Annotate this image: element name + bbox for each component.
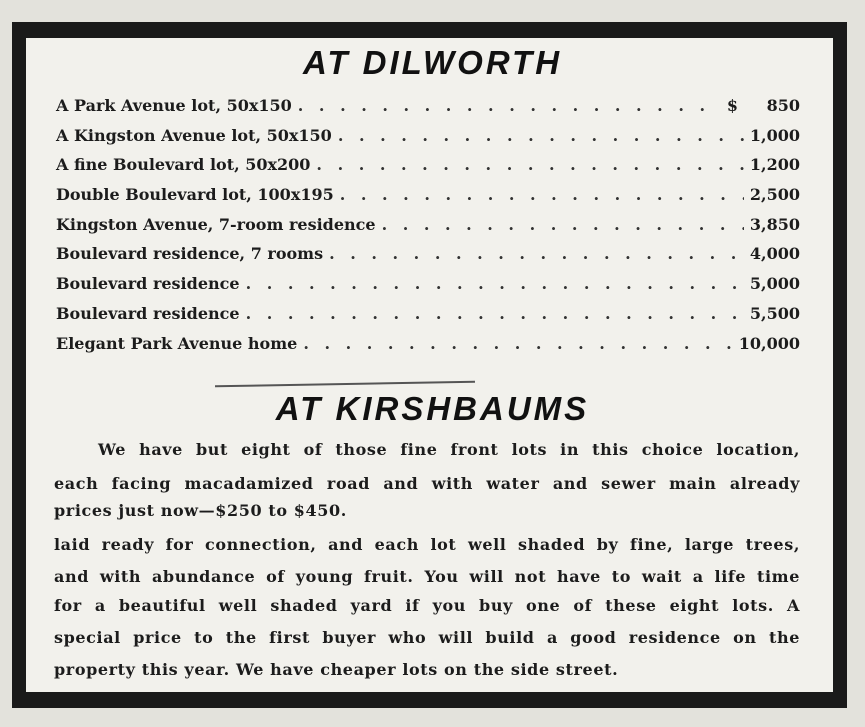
paragraph-line: We have but eight of those fine front lots in this choice location, (98, 440, 800, 459)
listing-price: 1,000 (749, 125, 800, 145)
leader-dots (246, 304, 744, 323)
leader-dots (246, 274, 744, 293)
listing-description: Boulevard residence, 7 rooms (56, 244, 324, 264)
listing-description: Boulevard residence (56, 274, 240, 294)
paragraph-line: each facing macadamized road and with water and sewer main already (54, 474, 800, 493)
leader-dots (303, 334, 732, 353)
listing-currency: $ (726, 96, 738, 115)
listing-row (56, 304, 800, 334)
listing-price: 1,200 (749, 155, 800, 175)
leader-dots (338, 126, 744, 145)
leader-dots (329, 244, 744, 263)
listing-price: 5,500 (749, 303, 800, 323)
leader-dots (382, 215, 744, 234)
leader-dots (316, 155, 743, 174)
paragraph-line: and with abundance of young fruit. You will not have to wait a life time (54, 567, 800, 586)
listing-row (56, 96, 800, 126)
listing-price: 3,850 (749, 214, 800, 234)
kirshbaums-heading: AT KIRSHBAUMS (275, 390, 590, 427)
listing-row (56, 274, 800, 304)
listing-row (56, 185, 800, 215)
listing-row (56, 126, 800, 156)
paragraph-line: for a beautiful well shaded yard if you buy one of these eight lots. A (54, 596, 800, 615)
listing-row (56, 155, 800, 185)
listing-description: A Kingston Avenue lot, 50x150 (56, 125, 332, 145)
leader-dots (298, 96, 721, 115)
listing-description: A fine Boulevard lot, 50x200 (56, 155, 311, 175)
leader-dots (340, 185, 744, 204)
dilworth-listings (56, 96, 800, 363)
listing-price: 10,000 (738, 333, 800, 353)
listing-description: Elegant Park Avenue home (56, 333, 298, 353)
listing-description: Boulevard residence (56, 303, 240, 323)
listing-row (56, 215, 800, 245)
paragraph-line: special price to the first buyer who will build a good residence on the (54, 628, 800, 647)
listing-description: Double Boulevard lot, 100x195 (56, 185, 334, 205)
paragraph-line: property this year. We have cheaper lots on the side street. (54, 660, 619, 679)
listing-price: 2,500 (749, 185, 800, 205)
listing-row (56, 244, 800, 274)
listing-price: 4,000 (749, 244, 800, 264)
listing-price: 5,000 (749, 274, 800, 294)
listing-description: A Park Avenue lot, 50x150 (56, 96, 292, 115)
listing-row (56, 334, 800, 364)
listing-price: 850 (766, 96, 800, 115)
paragraph-line: prices just now—$250 to $450. (54, 501, 347, 520)
paragraph-line: laid ready for connection, and each lot well shaded by fine, large trees, (54, 535, 800, 554)
listing-description: Kingston Avenue, 7-room residence (56, 214, 376, 234)
dilworth-heading: AT DILWORTH (302, 44, 563, 81)
